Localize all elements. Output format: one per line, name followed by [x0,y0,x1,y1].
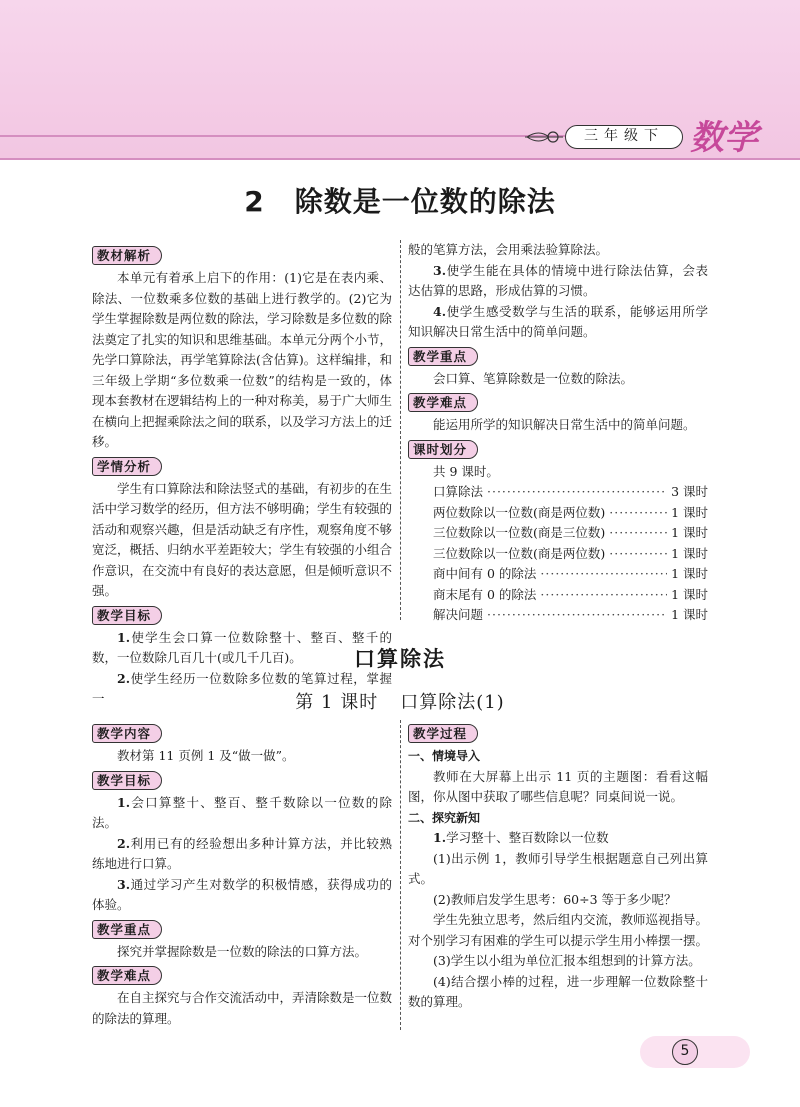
chapter-number: 2 [244,185,265,218]
continued-text: 般的笔算方法，会用乘法验算除法。 [408,242,609,257]
schedule-row: 两位数除以一位数(商是两位数) ····· 1 课时 [408,503,708,524]
schedule-row: 商末尾有 0 的除法 ····· 1 课时 [408,585,708,606]
step-heading: 二、探究新知 [408,810,481,825]
bottom-right-column [408,720,708,1013]
tag-teaching-goals: 教学目标 [92,606,162,625]
goal-item: 1.会口算整十、整百、整千数除以一位数的除法。 [92,794,392,830]
difficulties-text: 在自主探究与合作交流活动中，弄清除数是一位数的除法的算理。 [92,990,393,1026]
tag-lesson-division: 课时划分 [408,440,478,459]
header-banner [0,0,800,160]
flourish-icon [525,127,563,147]
section-title: 口算除法 [354,647,446,671]
tag-teaching-goals: 教学目标 [92,771,162,790]
tag-teaching-content: 教学内容 [92,724,162,743]
tag-teaching-key-points: 教学重点 [408,347,478,366]
step-text: 学生先独立思考，然后组内交流，教师巡视指导。对个别学习有困难的学生可以提示学生用小棒摆一摆。 [408,912,709,948]
content-text: 教材第 11 页例 1 及“做一做”。 [117,748,295,763]
step-text: (3)学生以小组为单位汇报本组想到的计算方法。 [433,953,701,968]
schedule-row: 解决问题 ····· 1 课时 [408,605,708,626]
tag-teaching-key-points: 教学重点 [92,920,162,939]
step-text: (2)教师启发学生思考：60÷3 等于多少呢？ [433,891,677,907]
tag-teaching-process: 教学过程 [408,724,478,743]
bottom-left-column [92,720,392,1029]
goal-item: 2.利用已有的经验想出多种计算方法，并比较熟练地进行口算。 [92,835,392,871]
key-points-text: 探究并掌握除数是一位数的除法的口算方法。 [117,943,368,959]
page-number: 5 [672,1039,698,1065]
top-left-column [92,242,392,710]
goal-item: 2.使学生经历一位数除多位数的笔算过程，掌握一 [92,670,392,706]
column-divider [400,720,401,1030]
subject-logo: 数学 [690,118,758,158]
step-text: (1)出示例 1，教师引导学生根据题意自己列出算式。 [408,850,708,886]
column-divider [400,240,401,620]
lesson-schedule [408,482,708,626]
sub-step: 1.学习整十、整百数除以一位数 [433,830,609,845]
schedule-row: 三位数除以一位数(商是三位数) ····· 1 课时 [408,523,708,544]
lesson-number: 第 1 课时 [295,692,379,713]
chapter-title-text: 除数是一位数的除法 [294,185,556,218]
schedule-row: 三位数除以一位数(商是两位数) ····· 1 课时 [408,544,708,565]
lesson-name: 口算除法(1) [400,692,505,713]
top-right-column [408,240,708,626]
step-text: 教师在大屏幕上出示 11 页的主题图：看看这幅图，你从图中获取了哪些信息呢？同桌间说一说。 [408,768,708,804]
schedule-row: 口算除法 ····· 3 课时 [408,482,708,503]
tag-teaching-difficulties: 教学难点 [408,393,478,412]
key-points-text: 会口算、笔算除数是一位数的除法。 [433,370,634,386]
goal-item: 1.使学生会口算一位数除整十、整百、整千的数，一位数除几百几十(或几千几百)。 [92,629,392,665]
grade-label: 三年级下 [565,125,683,149]
goal-item: 3.通过学习产生对数学的积极情感，获得成功的体验。 [92,876,392,912]
goal-item: 4.使学生感受数学与生活的联系，能够运用所学知识解决日常生活中的简单问题。 [408,303,708,339]
students-paragraph: 学生有口算除法和除法竖式的基础，有初步的在生活中学习数学的经历，但方法不够明确；学生有较强的活动和观察兴趣，但是活动缺乏有序性，观察角度不够宽泛，概括、归纳水平差距较大；学生有较强的小组合作意识，在交流中有良好的表达意愿，但是倾听意识不强。 [92,480,393,598]
schedule-row: 商中间有 0 的除法 ····· 1 课时 [408,564,708,585]
tag-student-analysis: 学情分析 [92,457,162,476]
lesson-title [0,688,800,714]
chapter-title [0,180,800,220]
tag-teaching-difficulties: 教学难点 [92,966,162,985]
step-heading: 一、情境导入 [408,749,481,763]
tag-textbook-analysis: 教材解析 [92,246,162,265]
step-text: (4)结合摆小棒的过程，进一步理解一位数除整十数的算理。 [408,973,708,1009]
lesson-total: 共 9 课时。 [433,463,499,479]
difficulties-text: 能运用所学的知识解决日常生活中的简单问题。 [433,417,696,432]
analysis-paragraph: 本单元有着承上启下的作用：(1)它是在表内乘、除法、一位数乘多位数的基础上进行教学的。(2)它为学生掌握除数是两位数的除法，学习除数是多位数的除法奠定了扎实的知识和思维基础。本单元分两个小节，先学口算除法，再学笔算除法(含估算)。这样编排，和三年级上学期“多位数乘一位数”的结构是一致的，体现本套教材在逻辑结构上的一种对称美，易于广大师生在横向上把握乘除法之间的联系，以及学习方法上的迁移。 [92,270,393,449]
goal-item: 3.使学生能在具体的情境中进行除法估算，会表达估算的思路，形成估算的习惯。 [408,262,708,298]
